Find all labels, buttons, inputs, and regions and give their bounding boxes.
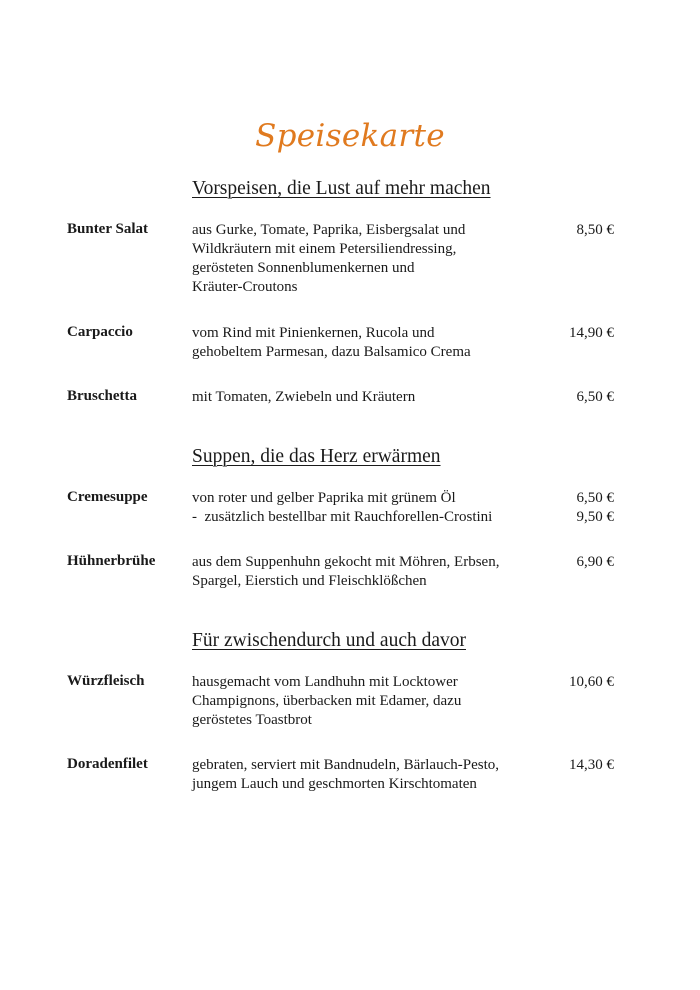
dish-price-wuerzfleisch: [569, 673, 614, 692]
description-line: aus dem Suppenhuhn gekocht mit Möhren, Erbsen,: [192, 554, 500, 570]
dish-description-huehnerbruehe: [192, 553, 542, 591]
description-line: aus Gurke, Tomate, Paprika, Eisbergsalat und: [192, 222, 466, 238]
dish-price-cremesuppe: [577, 489, 615, 527]
description-line: hausgemacht vom Landhuhn mit Locktower: [192, 674, 458, 690]
dish-name-carpaccio: Carpaccio: [67, 324, 133, 340]
dish-name-bruschetta: Bruschetta: [67, 388, 137, 404]
description-line: Champignons, überbacken mit Edamer, dazu: [192, 693, 462, 709]
description-line: vom Rind mit Pinienkernen, Rucola und: [192, 325, 435, 341]
description-line: geröstetes Toastbrot: [192, 712, 312, 728]
dish-description-cremesuppe: [192, 489, 542, 527]
dish-description-bunter-salat: [192, 221, 542, 297]
dish-description-carpaccio: [192, 324, 542, 362]
price: 8,50 €: [576, 222, 614, 238]
description-line: Wildkräutern mit einem Petersiliendressing,: [192, 241, 457, 257]
price: 14,90 €: [569, 325, 614, 341]
description-line: gebraten, serviert mit Bandnudeln, Bärlauch-Pesto,: [192, 757, 499, 773]
description-line: jungem Lauch und geschmorten Kirschtomaten: [192, 776, 477, 792]
dish-description-doradenfilet: [192, 756, 542, 794]
dish-price-bunter-salat: [577, 221, 615, 240]
dish-name-doradenfilet: Doradenfilet: [67, 756, 148, 772]
description-line: von roter und gelber Paprika mit grünem Öl: [192, 490, 456, 506]
dish-name-wuerzfleisch: Würzfleisch: [67, 673, 145, 689]
dish-description-bruschetta: [192, 388, 542, 407]
section-heading-zwischendurch: Für zwischendurch und auch davor: [192, 630, 466, 651]
section-heading-vorspeisen: Vorspeisen, die Lust auf mehr machen: [192, 178, 491, 199]
dish-name-huehnerbruehe: Hühnerbrühe: [67, 553, 156, 569]
price: 6,90 €: [576, 554, 614, 570]
price: 6,50 €: [576, 490, 614, 506]
dish-name-cremesuppe: Cremesuppe: [67, 489, 148, 505]
dish-price-bruschetta: [577, 388, 615, 407]
description-line: gehobeltem Parmesan, dazu Balsamico Crema: [192, 344, 471, 360]
description-line: Spargel, Eierstich und Fleischklößchen: [192, 573, 427, 589]
price: 6,50 €: [576, 389, 614, 405]
dish-price-huehnerbruehe: [577, 553, 615, 572]
description-line: mit Tomaten, Zwiebeln und Kräutern: [192, 389, 416, 405]
dish-name-bunter-salat: Bunter Salat: [67, 221, 148, 237]
dish-price-carpaccio: [569, 324, 614, 343]
dish-price-doradenfilet: [569, 756, 614, 775]
price: 9,50 €: [576, 509, 614, 525]
dish-description-wuerzfleisch: [192, 673, 542, 730]
price: 14,30 €: [569, 757, 614, 773]
description-line: Kräuter-Croutons: [192, 279, 298, 295]
description-line: gerösteten Sonnenblumenkernen und: [192, 260, 415, 276]
section-heading-suppen: Suppen, die das Herz erwärmen: [192, 446, 441, 467]
price: 10,60 €: [569, 674, 614, 690]
description-line: - zusätzlich bestellbar mit Rauchforellen-Crostini: [192, 509, 493, 525]
menu-title: Speisekarte: [255, 118, 445, 154]
